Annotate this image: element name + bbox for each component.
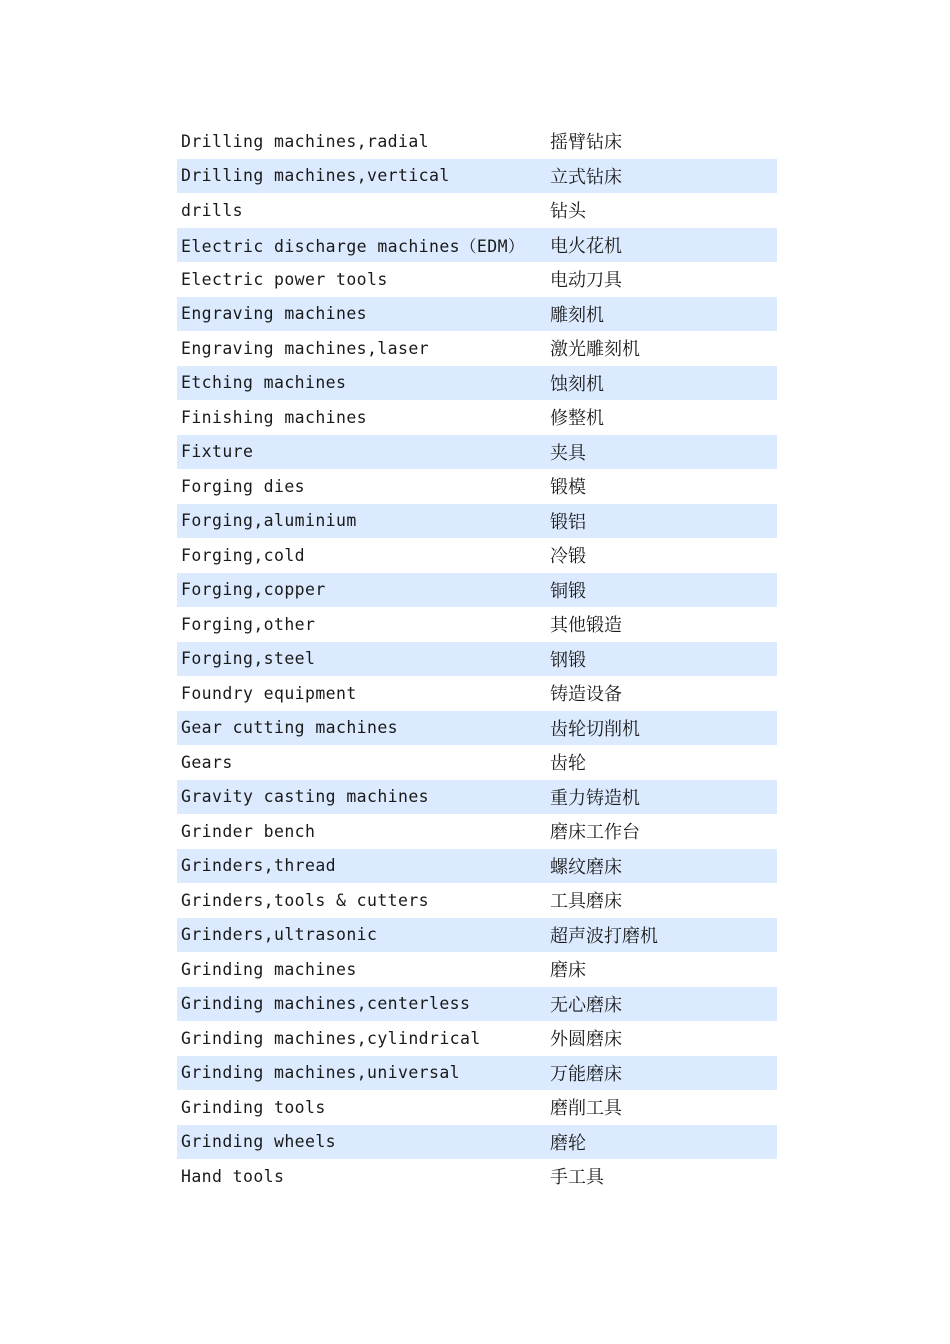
chinese-term: 外圆磨床 [550,1029,622,1051]
table-row [177,262,777,297]
chinese-term: 磨轮 [550,1125,777,1160]
chinese-term: 磨削工具 [550,1098,622,1120]
glossary-table-body [177,124,777,1194]
table-row [177,538,777,573]
glossary-table [177,124,777,1194]
english-term: Grinding wheels [177,1125,550,1160]
table-row [177,814,777,849]
table-row [177,780,777,815]
table-row [177,642,777,677]
english-term: Grinders,tools & cutters [181,890,430,910]
chinese-term: 立式钻床 [550,159,777,194]
table-row [177,573,777,608]
chinese-term: 齿轮切削机 [550,711,777,746]
chinese-term: 铜锻 [550,573,777,608]
chinese-term: 螺纹磨床 [550,849,777,884]
english-term: Grinding machines,universal [177,1056,550,1091]
chinese-term: 电动刀具 [550,270,622,292]
english-term: Forging,steel [177,642,550,677]
chinese-term: 齿轮 [550,753,586,775]
table-row [177,676,777,711]
table-row [177,849,777,884]
chinese-term: 磨床 [550,960,586,982]
table-row [177,124,777,159]
chinese-term: 夹具 [550,435,777,470]
english-term: Grinders,thread [177,849,550,884]
english-term: Grinding machines,cylindrical [181,1028,481,1048]
english-term: Grinding tools [181,1097,326,1117]
table-row [177,331,777,366]
english-term: Forging,cold [181,545,306,565]
chinese-term: 冷锻 [550,546,586,568]
english-term: Forging,other [181,614,316,634]
table-row [177,193,777,228]
table-row [177,1021,777,1056]
english-term: Etching machines [177,366,550,401]
table-row [177,607,777,642]
chinese-term: 雕刻机 [550,297,777,332]
chinese-term: 其他锻造 [550,615,622,637]
english-term: Grinding machines,centerless [177,987,550,1022]
english-term: Foundry equipment [181,683,357,703]
table-row [177,987,777,1022]
chinese-term: 万能磨床 [550,1056,777,1091]
chinese-term: 摇臂钻床 [550,132,622,154]
chinese-term: 超声波打磨机 [550,918,777,953]
chinese-term: 修整机 [550,408,604,430]
chinese-term: 钢锻 [550,642,777,677]
table-row [177,400,777,435]
english-term: Grinders,ultrasonic [177,918,550,953]
english-term: Forging,aluminium [177,504,550,539]
chinese-term: 工具磨床 [550,891,622,913]
table-row [177,918,777,953]
chinese-term: 磨床工作台 [550,822,640,844]
table-row [177,504,777,539]
english-term: Hand tools [181,1166,285,1186]
english-term: Forging,copper [177,573,550,608]
table-row [177,1056,777,1091]
table-row [177,1159,777,1194]
english-term: Drilling machines,radial [181,131,430,151]
chinese-term: 无心磨床 [550,987,777,1022]
table-row [177,1125,777,1160]
english-term: Engraving machines,laser [181,338,430,358]
table-row [177,745,777,780]
chinese-term: 锻模 [550,477,586,499]
chinese-term: 钻头 [550,201,586,223]
english-term: Finishing machines [181,407,368,427]
table-row [177,952,777,987]
chinese-term: 激光雕刻机 [550,339,640,361]
table-row [177,469,777,504]
table-row [177,435,777,470]
chinese-term: 锻铝 [550,504,777,539]
table-row [177,297,777,332]
table-row [177,883,777,918]
english-term: Electric power tools [181,269,388,289]
table-row [177,711,777,746]
english-term: Grinder bench [181,821,316,841]
chinese-term: 蚀刻机 [550,366,777,401]
chinese-term: 手工具 [550,1167,604,1189]
chinese-term: 电火花机 [550,228,777,263]
english-term: Gear cutting machines [177,711,550,746]
english-term: Engraving machines [177,297,550,332]
table-row [177,228,777,263]
chinese-term: 铸造设备 [550,684,622,706]
english-term: Electric discharge machines（EDM） [177,228,550,263]
table-row [177,159,777,194]
chinese-term: 重力铸造机 [550,780,777,815]
english-term: Grinding machines [181,959,357,979]
english-term: Forging dies [181,476,306,496]
english-term: Gears [181,752,233,772]
english-term: Fixture [177,435,550,470]
table-row [177,1090,777,1125]
english-term: drills [181,200,244,220]
english-term: Drilling machines,vertical [177,159,550,194]
english-term: Gravity casting machines [177,780,550,815]
table-row [177,366,777,401]
